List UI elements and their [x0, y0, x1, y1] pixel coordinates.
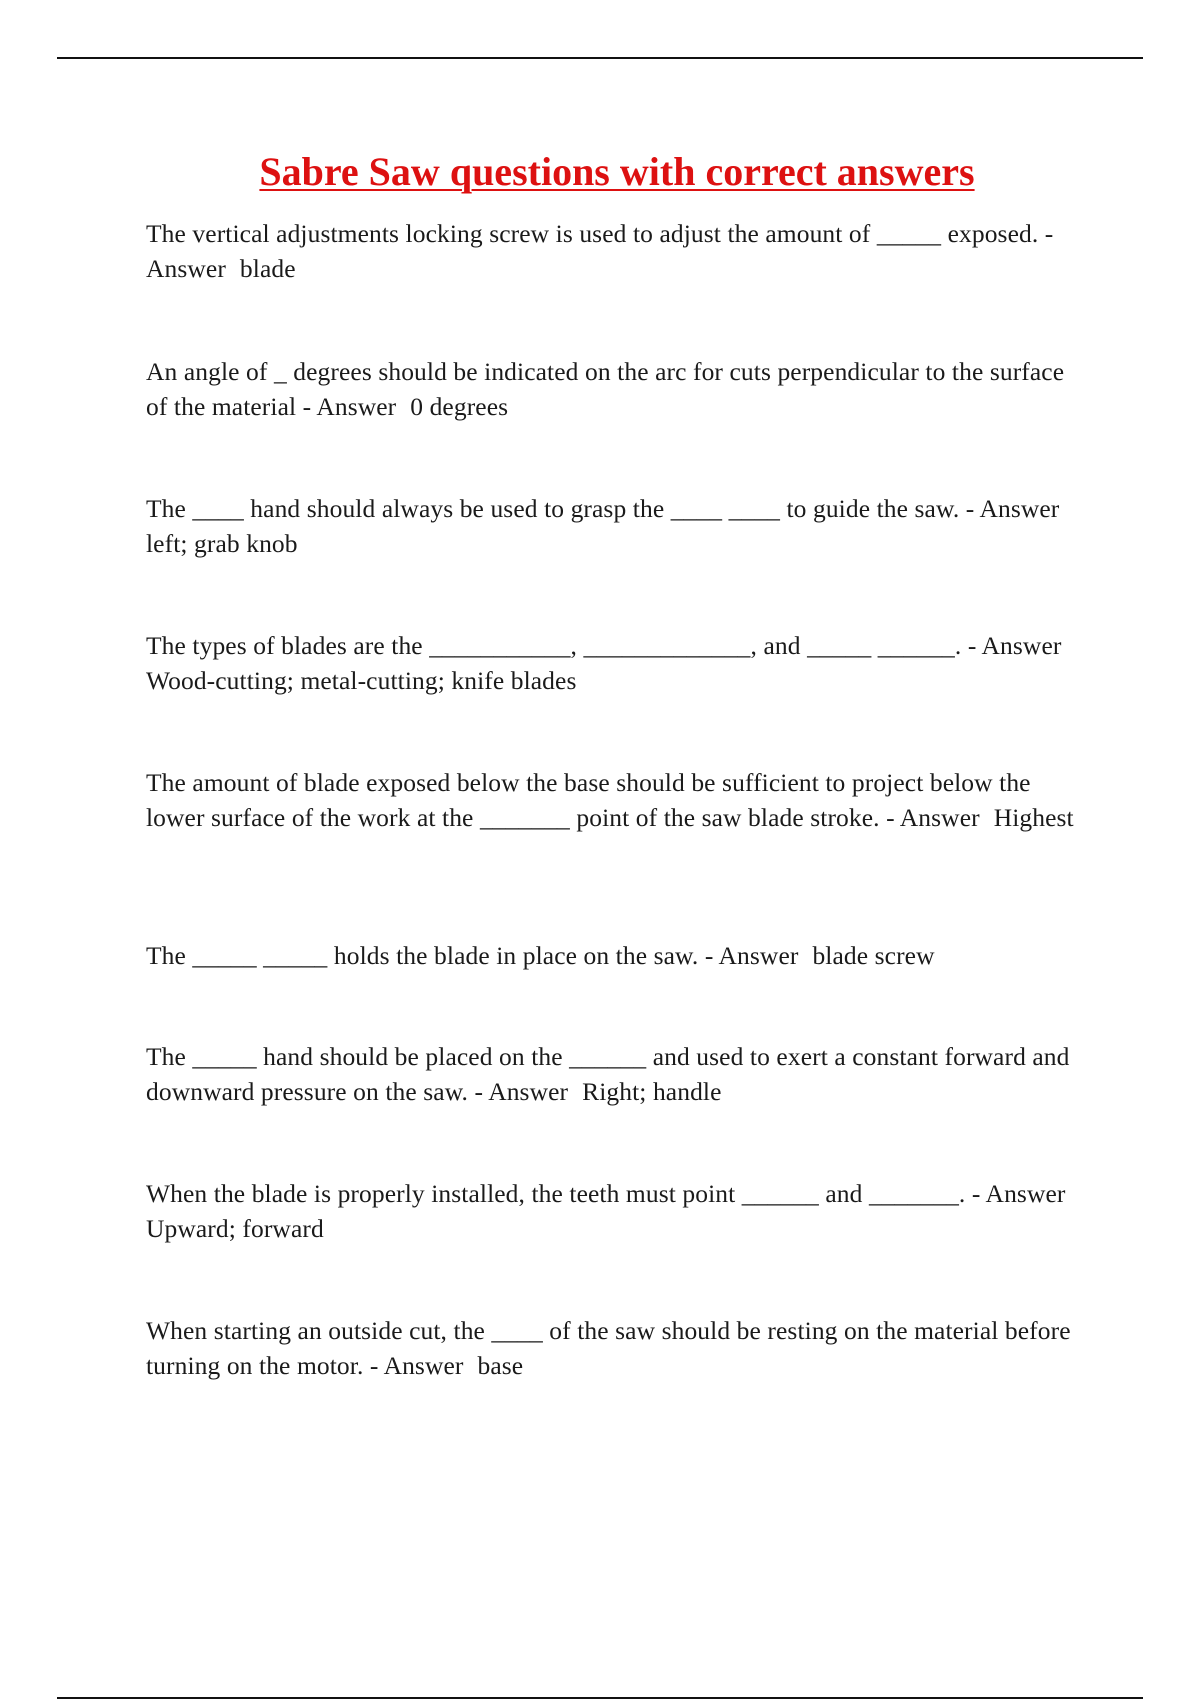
answer-label: - Answer [965, 494, 1060, 523]
qa-item-6 [146, 938, 1086, 973]
qa-item-8 [146, 1176, 1086, 1246]
qa-item-1 [146, 216, 1086, 286]
qa-item-3 [146, 491, 1086, 561]
answer-label: - Answer [302, 392, 397, 421]
question-text: The amount of blade exposed below the base should be sufficient to project below the lower surface of the work at the _______ point of the saw blade stroke. [146, 768, 1031, 832]
qa-item-2 [146, 354, 1086, 424]
bottom-rule [57, 1697, 1143, 1699]
qa-item-5 [146, 765, 1086, 835]
answer-text: Right; handle [582, 1077, 722, 1106]
answer-label: - Answer [146, 219, 1054, 283]
qa-item-4 [146, 628, 1086, 698]
question-text: When starting an outside cut, the ____ of the saw should be resting on the material before turning on the motor. [146, 1316, 1071, 1380]
question-text: The _____ hand should be placed on the ______ and used to exert a constant forward and downward pressure on the saw. [146, 1042, 1070, 1106]
answer-label: - Answer [971, 1179, 1066, 1208]
document-title: Sabre Saw questions with correct answers [259, 149, 975, 194]
answer-text: Highest [993, 803, 1074, 832]
qa-item-7 [146, 1039, 1086, 1109]
answer-label: - Answer [886, 803, 980, 832]
question-text: When the blade is properly installed, the teeth must point ______ and _______. [146, 1179, 966, 1208]
top-rule [57, 57, 1143, 59]
qa-item-9 [146, 1313, 1086, 1383]
answer-label: - Answer [474, 1077, 569, 1106]
question-text: The _____ _____ holds the blade in place on the saw. [146, 941, 699, 970]
question-text: The ____ hand should always be used to grasp the ____ ____ to guide the saw. [146, 494, 960, 523]
answer-text: left; grab knob [146, 529, 298, 558]
answer-label: - Answer [967, 631, 1062, 660]
question-text: The types of blades are the ___________, _____________, and _____ ______. [146, 631, 962, 660]
answer-text: blade [239, 254, 296, 283]
answer-text: 0 degrees [410, 392, 509, 421]
question-text: An angle of _ degrees should be indicated on the arc for cuts perpendicular to the surface of the material [146, 357, 1065, 421]
answer-text: Wood-cutting; metal-cutting; knife blades [146, 666, 577, 695]
answer-text: base [477, 1351, 524, 1380]
answer-label: - Answer [369, 1351, 464, 1380]
answer-label: - Answer [704, 941, 799, 970]
answer-text: Upward; forward [146, 1214, 324, 1243]
question-text: The vertical adjustments locking screw is used to adjust the amount of _____ exposed. [146, 219, 1039, 248]
answer-text: blade screw [812, 941, 935, 970]
